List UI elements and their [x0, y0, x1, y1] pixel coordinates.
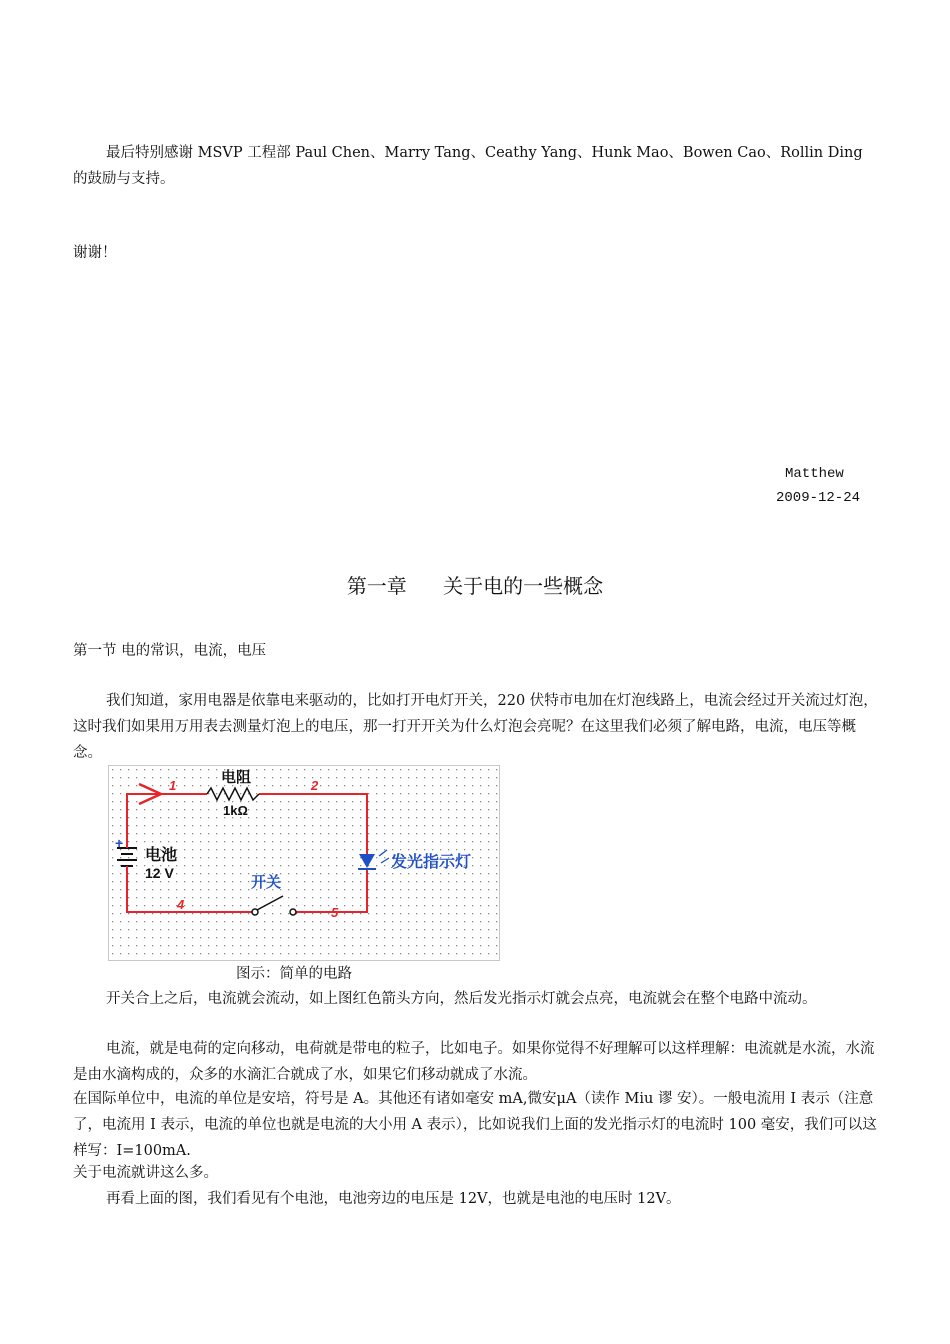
chapter-title: 第一章 关于电的一些概念: [346, 574, 604, 598]
circuit-diagram: [109, 766, 499, 960]
resistor-value-label: 1kΩ: [223, 803, 248, 818]
led-label: 发光指示灯: [391, 854, 472, 871]
paragraph-voltage: 再看上面的图，我们看见有个电池，电池旁边的电压是 12V，也就是电池的电压时 12V。: [106, 1191, 681, 1207]
circuit-figure: [108, 765, 500, 961]
battery-label: 电池: [145, 847, 178, 864]
paragraph-current-end: 关于电流就讲这么多。: [73, 1165, 218, 1181]
node-2-label: 2: [311, 778, 319, 793]
figure-caption: 图示：简单的电路: [236, 966, 352, 982]
acknowledgement-paragraph: 最后特别感谢 MSVP 工程部 Paul Chen、Marry Tang、Ceathy Yang、Hunk Mao、Bowen Cao、Rollin Ding 的鼓励与支持。: [73, 145, 863, 187]
node-1-label: 1: [169, 778, 177, 793]
resistor-label: 电阻: [221, 769, 252, 786]
node-4-label: 4: [177, 897, 185, 912]
signature-name: Matthew: [785, 466, 844, 482]
battery-voltage-label: 12 V: [145, 865, 174, 881]
paragraph-current-unit: 在国际单位中，电流的单位是安培，符号是 A。其他还有诸如毫安 mA,微安μA（读作 Miu 谬 安）。一般电流用 I 表示（注意了，电流用 I 表示，电流的单位也就是电流的大小用 A 表示），比如说我们上面的发光指示灯的电流时 100 毫安，我们可以这样写：I=100mA.: [73, 1091, 877, 1159]
battery-plus-label: +: [115, 835, 124, 851]
signature-date: 2009-12-24: [776, 490, 861, 506]
paragraph-intro: 我们知道，家用电器是依靠电来驱动的，比如打开电灯开关，220 伏特市电加在灯泡线路上，电流会经过开关流过灯泡，这时我们如果用万用表去测量灯泡上的电压，那一打开开关为什么灯泡会亮呢？在这里我们必须了解电路，电流，电压等概念。: [73, 693, 878, 761]
closing-thanks: 谢谢！: [73, 245, 117, 261]
switch-label: 开关: [251, 874, 282, 891]
node-5-label: 5: [331, 905, 339, 920]
paragraph-current-definition: 电流，就是电荷的定向移动，电荷就是带电的粒子，比如电子。如果你觉得不好理解可以这样理解：电流就是水流，水流是由水滴构成的，众多的水滴汇合就成了水，如果它们移动就成了水流。: [73, 1041, 875, 1083]
paragraph-switch: 开关合上之后，电流就会流动，如上图红色箭头方向，然后发光指示灯就会点亮，电流就会在整个电路中流动。: [106, 991, 817, 1007]
section-title: 第一节 电的常识，电流，电压: [73, 643, 267, 659]
